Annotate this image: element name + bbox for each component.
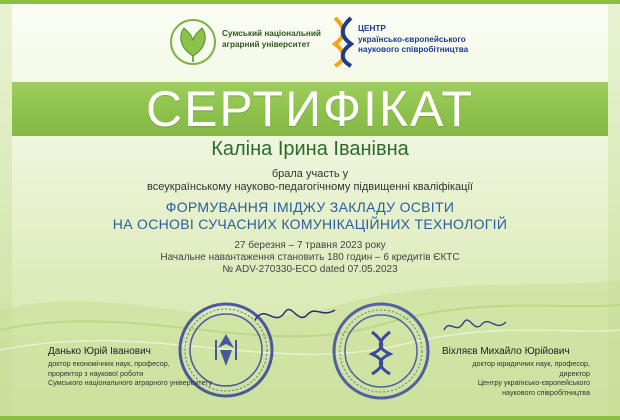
dates-text: 27 березня – 7 травня 2023 року <box>234 240 386 251</box>
ginkgo-leaf-logo-icon <box>168 18 218 66</box>
right-official-stamp-icon <box>330 300 432 402</box>
topic-line-2: НА ОСНОВІ СУЧАСНИХ КОМУНІКАЦІЙНИХ ТЕХНОЛОГІЙ <box>112 216 508 232</box>
right-signer-name: Віхляєв Михайло Юрійович <box>442 346 570 357</box>
left-signer-position-line3: Сумського національного аграрного університету <box>48 378 213 387</box>
workload-text: Начальне навантаження становить 180 годин – 6 кредитів ЄКТС <box>160 252 460 263</box>
center-name <box>358 24 478 56</box>
university-name-line1: Сумський національний <box>222 29 321 38</box>
right-signer-position <box>440 359 590 397</box>
right-signer-position-line2: Центру українсько-європейського <box>477 378 590 387</box>
certificate-number: № ADV-270330-ECO dated 07.05.2023 <box>222 264 398 275</box>
left-signer-position-line2: проректор з наукової роботи <box>48 368 144 378</box>
topic-line-1: ФОРМУВАННЯ ІМІДЖУ ЗАКЛАДУ ОСВІТИ <box>165 199 455 215</box>
right-signature-icon <box>440 312 510 342</box>
center-name-line2: українсько-європейського <box>358 34 466 44</box>
certificate-title: СЕРТИФІКАТ <box>145 81 475 137</box>
participated-text: брала участь у <box>271 168 349 180</box>
left-signer-position-line1: доктор економічних наук, професор, <box>48 359 170 368</box>
right-signer-position-line1: доктор юридичних наук, професор, директор <box>472 359 590 378</box>
recipient-name: Каліна Ірина Іванівна <box>211 138 409 160</box>
right-signer-position-line3: наукового співробітництва <box>502 387 590 397</box>
program-type-text: всеукраїнському науково-педагогічному підвищенні кваліфікації <box>147 181 473 193</box>
bottom-border <box>0 416 620 420</box>
top-border <box>0 0 620 4</box>
center-name-line3: наукового співробітництва <box>358 45 469 54</box>
left-signer-name: Данько Юрій Іванович <box>48 346 151 357</box>
university-name-line2: аграрний університет <box>222 40 311 49</box>
center-name-line1: ЦЕНТР <box>358 24 386 33</box>
university-name <box>222 28 342 50</box>
left-signer-position <box>48 359 218 388</box>
center-logo-icon <box>332 16 354 68</box>
